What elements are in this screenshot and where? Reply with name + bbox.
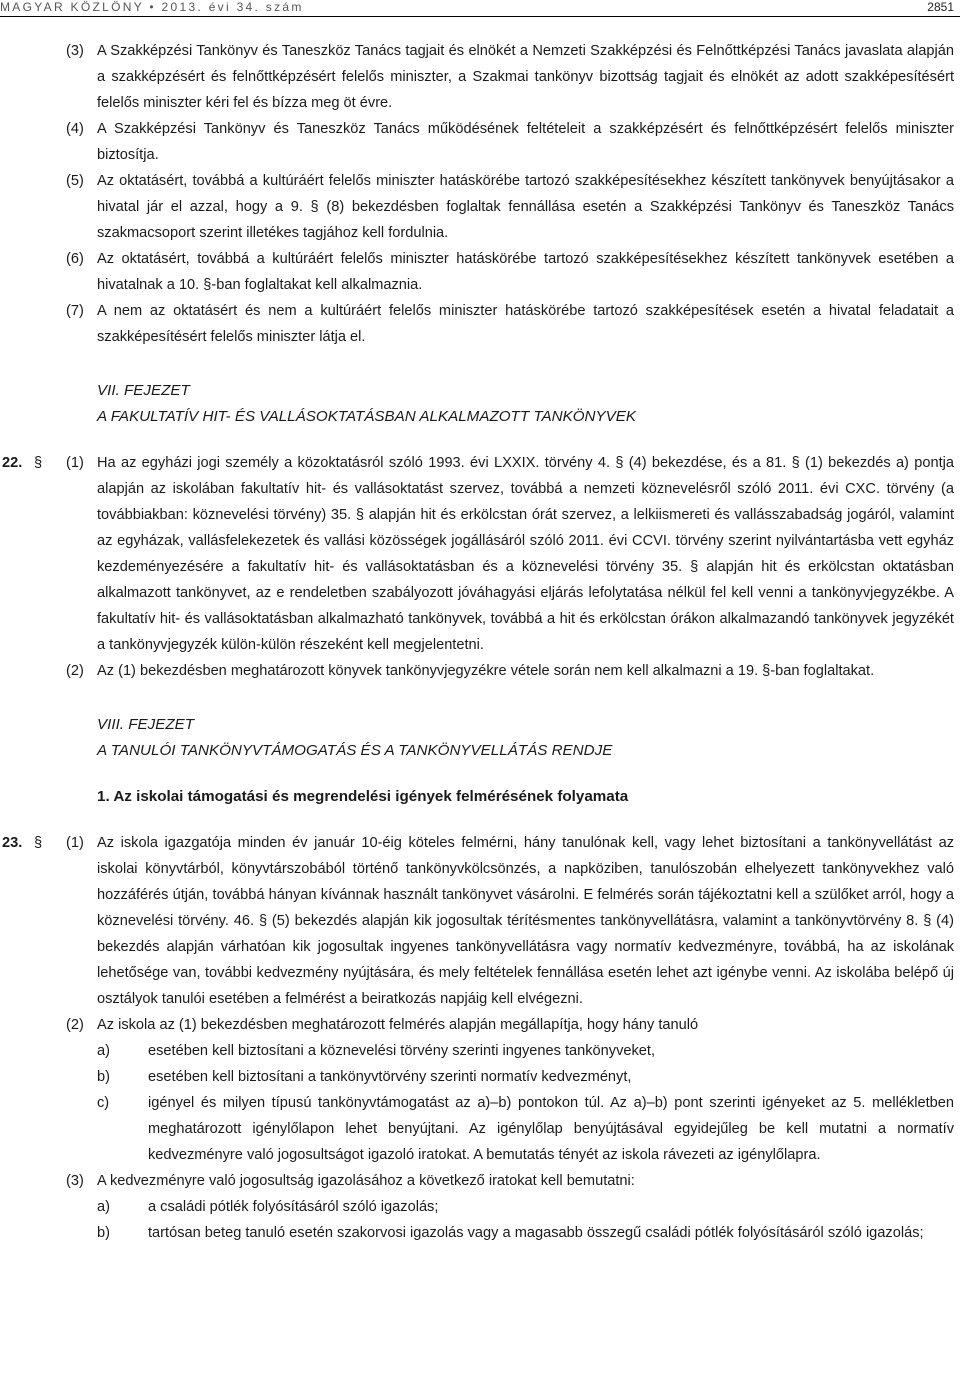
paragraph-number: (1)	[66, 455, 84, 471]
section-22-paragraph-1	[0, 450, 960, 658]
list-item-text: esetében kell biztosítani a tankönyvtörvény szerinti normatív kedvezményt,	[148, 1069, 632, 1085]
paragraph-number: (3)	[66, 1173, 84, 1189]
paragraph-text: Az oktatásért, továbbá a kultúráért felelős miniszter hatáskörébe tartozó szakképesítésekhez készített tankönyvek benyújtásakor a hivatal jár el azzal, hogy a 9. § (8) bekezdésben foglaltak fennállása esetén a Szakképzési Tankönyv és Taneszköz Tanács szakmacsoport szerint illetékes tagjához kell fordulnia.	[97, 173, 954, 241]
paragraph-number: (2)	[66, 1017, 84, 1033]
paragraph-number: (1)	[66, 835, 84, 851]
page-number: 2851	[927, 0, 954, 14]
list-item	[0, 1038, 960, 1064]
list-item-text: igényel és milyen típusú tankönyvtámogatást az a)–b) pontokon túl. Az a)–b) pont szerinti igényeket az 5. mellékletben meghatározott igénylőlapon lehet benyújtani. Az igénylőlap benyújtásával egyidejűleg be kell mutatni a normatív kedvezményre való jogosultságot igazoló iratokat. A bemutatás tényét az iskola rávezeti az igénylőlapra.	[148, 1095, 954, 1163]
paragraph-5	[0, 168, 960, 246]
chapter-label: VIII. FEJEZET	[97, 716, 195, 733]
list-item-label: b)	[97, 1225, 110, 1241]
section-23-paragraph-2	[0, 1012, 960, 1038]
paragraph-text: A Szakképzési Tankönyv és Taneszköz Tanács tagjait és elnökét a Nemzeti Szakképzési és Felnőttképzési Tanács javaslata alapján a szakképzésért és felnőttképzésért felelős miniszter, a Szakmai tankönyv bizottság tagjait és elnökét az adott szakképesítésért felelős miniszter kéri fel és bízza meg öt évre.	[97, 43, 954, 111]
paragraph-number: (6)	[66, 251, 84, 267]
list-item-text: tartósan beteg tanuló esetén szakorvosi igazolás vagy a magasabb összegű családi pótlék folyósításáról szóló igazolás;	[148, 1225, 924, 1241]
page-body	[0, 38, 960, 1246]
subheading: 1. Az iskolai támogatási és megrendelési igények felmérésének folyamata	[97, 788, 629, 805]
paragraph-text: A Szakképzési Tankönyv és Taneszköz Tanács működésének feltételeit a szakképzésért és felnőttképzésért felelős miniszter biztosítja.	[97, 121, 954, 163]
running-header	[0, 0, 960, 17]
list-item-label: b)	[97, 1069, 110, 1085]
list-item	[0, 1064, 960, 1090]
paragraph-3	[0, 38, 960, 116]
chapter-title: A FAKULTATÍV HIT- ÉS VALLÁSOKTATÁSBAN ALKALMAZOTT TANKÖNYVEK	[97, 408, 636, 425]
list-item	[0, 1090, 960, 1168]
chapter-title: A TANULÓI TANKÖNYVTÁMOGATÁS ÉS A TANKÖNYVELLÁTÁS RENDJE	[97, 742, 613, 759]
list-item-text: a családi pótlék folyósításáról szóló igazolás;	[148, 1199, 439, 1215]
section-sign: §	[34, 835, 43, 851]
paragraph-text: Ha az egyházi jogi személy a közoktatásról szóló 1993. évi LXXIX. törvény 4. § (4) bekezdése, és a 81. § (1) bekezdés a) pontja alapján az iskolában fakultatív hit- és vallásoktatást szervez, továbbá a nemzeti köznevelésről szóló 2011. évi CXC. törvény (a továbbiakban: köznevelési törvény) 35. § alapján hit és erkölcstan órát szervez, a lelkiismereti és vallásszabadság jogáról, valamint az egyházak, vallásfelekezetek és vallási közösségek jogállásáról szóló 2011. évi CCVI. törvény szerint nyilvántartásba vett egyház kezdeményezésére a fakultatív hit- és vallásoktatásban és a köznevelési törvény 35. § alapján hit és erkölcstan oktatásban alkalmazott tankönyvet, az e rendeletben szabályozott jóváhagyási eljárás lefolytatása nélkül fel kell venni a tankönyvjegyzékbe. A fakultatív hit- és vallásoktatásban alkalmazható tankönyvek, továbbá a hit és erkölcstan órákon alkalmazandó tankönyvek jegyzékét a tankönyvjegyzék külön-külön részeként kell megjelentetni.	[97, 455, 954, 653]
chapter-heading-7	[0, 378, 960, 430]
paragraph-number: (5)	[66, 173, 84, 189]
section-23-paragraph-3	[0, 1168, 960, 1194]
section-22-paragraph-2	[0, 658, 960, 684]
paragraph-text: A nem az oktatásért és nem a kultúráért felelős miniszter hatáskörébe tartozó szakképesítések esetén a hivatal feladatait a szakképesítésért felelős miniszter látja el.	[97, 303, 954, 345]
paragraph-number: (3)	[66, 43, 84, 59]
chapter-heading-8	[0, 712, 960, 764]
paragraph-text: Az iskola igazgatója minden év január 10-éig köteles felmérni, hány tanulónak kell, vagy lehet biztosítani a tankönyvellátást az iskolai könyvtárból, könyvtárszobából történő tankönyvkölcsönzés, a napköziben, tanulószobán elhelyezett tankönyvekhez való hozzáférés útján, továbbá hányan kívánnak használt tankönyvet vásárolni. E felmérés során tájékoztatni kell a szülőket arról, hogy a köznevelési törvény. 46. § (5) bekezdés alapján kik jogosultak térítésmentes tankönyvellátásra, valamint a tankönyvtörvény 8. § (4) bekezdés alapján várhatóan kik jogosultak ingyenes tankönyvellátásra vagy normatív kedvezményre, továbbá, ha az iskolának lehetősége van, további kedvezmény nyújtására, és mely feltételek fennállása esetén lehet azt igénybe venni. Az iskolába belépő új osztályok tanulói esetében a felmérést a beiratkozás napjáig kell elvégezni.	[97, 835, 954, 1007]
section-23-paragraph-1	[0, 830, 960, 1012]
chapter-label: VII. FEJEZET	[97, 382, 190, 399]
list-item-label: c)	[97, 1095, 110, 1111]
paragraph-text: Az (1) bekezdésben meghatározott könyvek tankönyvjegyzékre vétele során nem kell alkalmazni a 19. §-ban foglaltakat.	[97, 663, 875, 679]
section-sign: §	[34, 455, 43, 471]
publication-title: MAGYAR KÖZLÖNY • 2013. évi 34. szám	[0, 0, 304, 14]
paragraph-text: Az oktatásért, továbbá a kultúráért felelős miniszter hatáskörébe tartozó szakképesítésekhez készített tankönyvek esetében a hivatalnak a 10. §-ban foglaltakat kell alkalmaznia.	[97, 251, 954, 293]
paragraph-text: A kedvezményre való jogosultság igazolásához a következő iratokat kell bemutatni:	[97, 1173, 635, 1189]
paragraph-4	[0, 116, 960, 168]
list-item-label: a)	[97, 1043, 110, 1059]
section-number: 22.	[2, 455, 23, 471]
list-item-text: esetében kell biztosítani a köznevelési törvény szerinti ingyenes tankönyveket,	[148, 1043, 656, 1059]
paragraph-text: Az iskola az (1) bekezdésben meghatározott felmérés alapján megállapítja, hogy hány tanuló	[97, 1017, 699, 1033]
list-item	[0, 1194, 960, 1220]
list-item	[0, 1220, 960, 1246]
paragraph-6	[0, 246, 960, 298]
section-number: 23.	[2, 835, 23, 851]
paragraph-number: (4)	[66, 121, 84, 137]
list-item-label: a)	[97, 1199, 110, 1215]
paragraph-7	[0, 298, 960, 350]
paragraph-number: (7)	[66, 303, 84, 319]
paragraph-number: (2)	[66, 663, 84, 679]
